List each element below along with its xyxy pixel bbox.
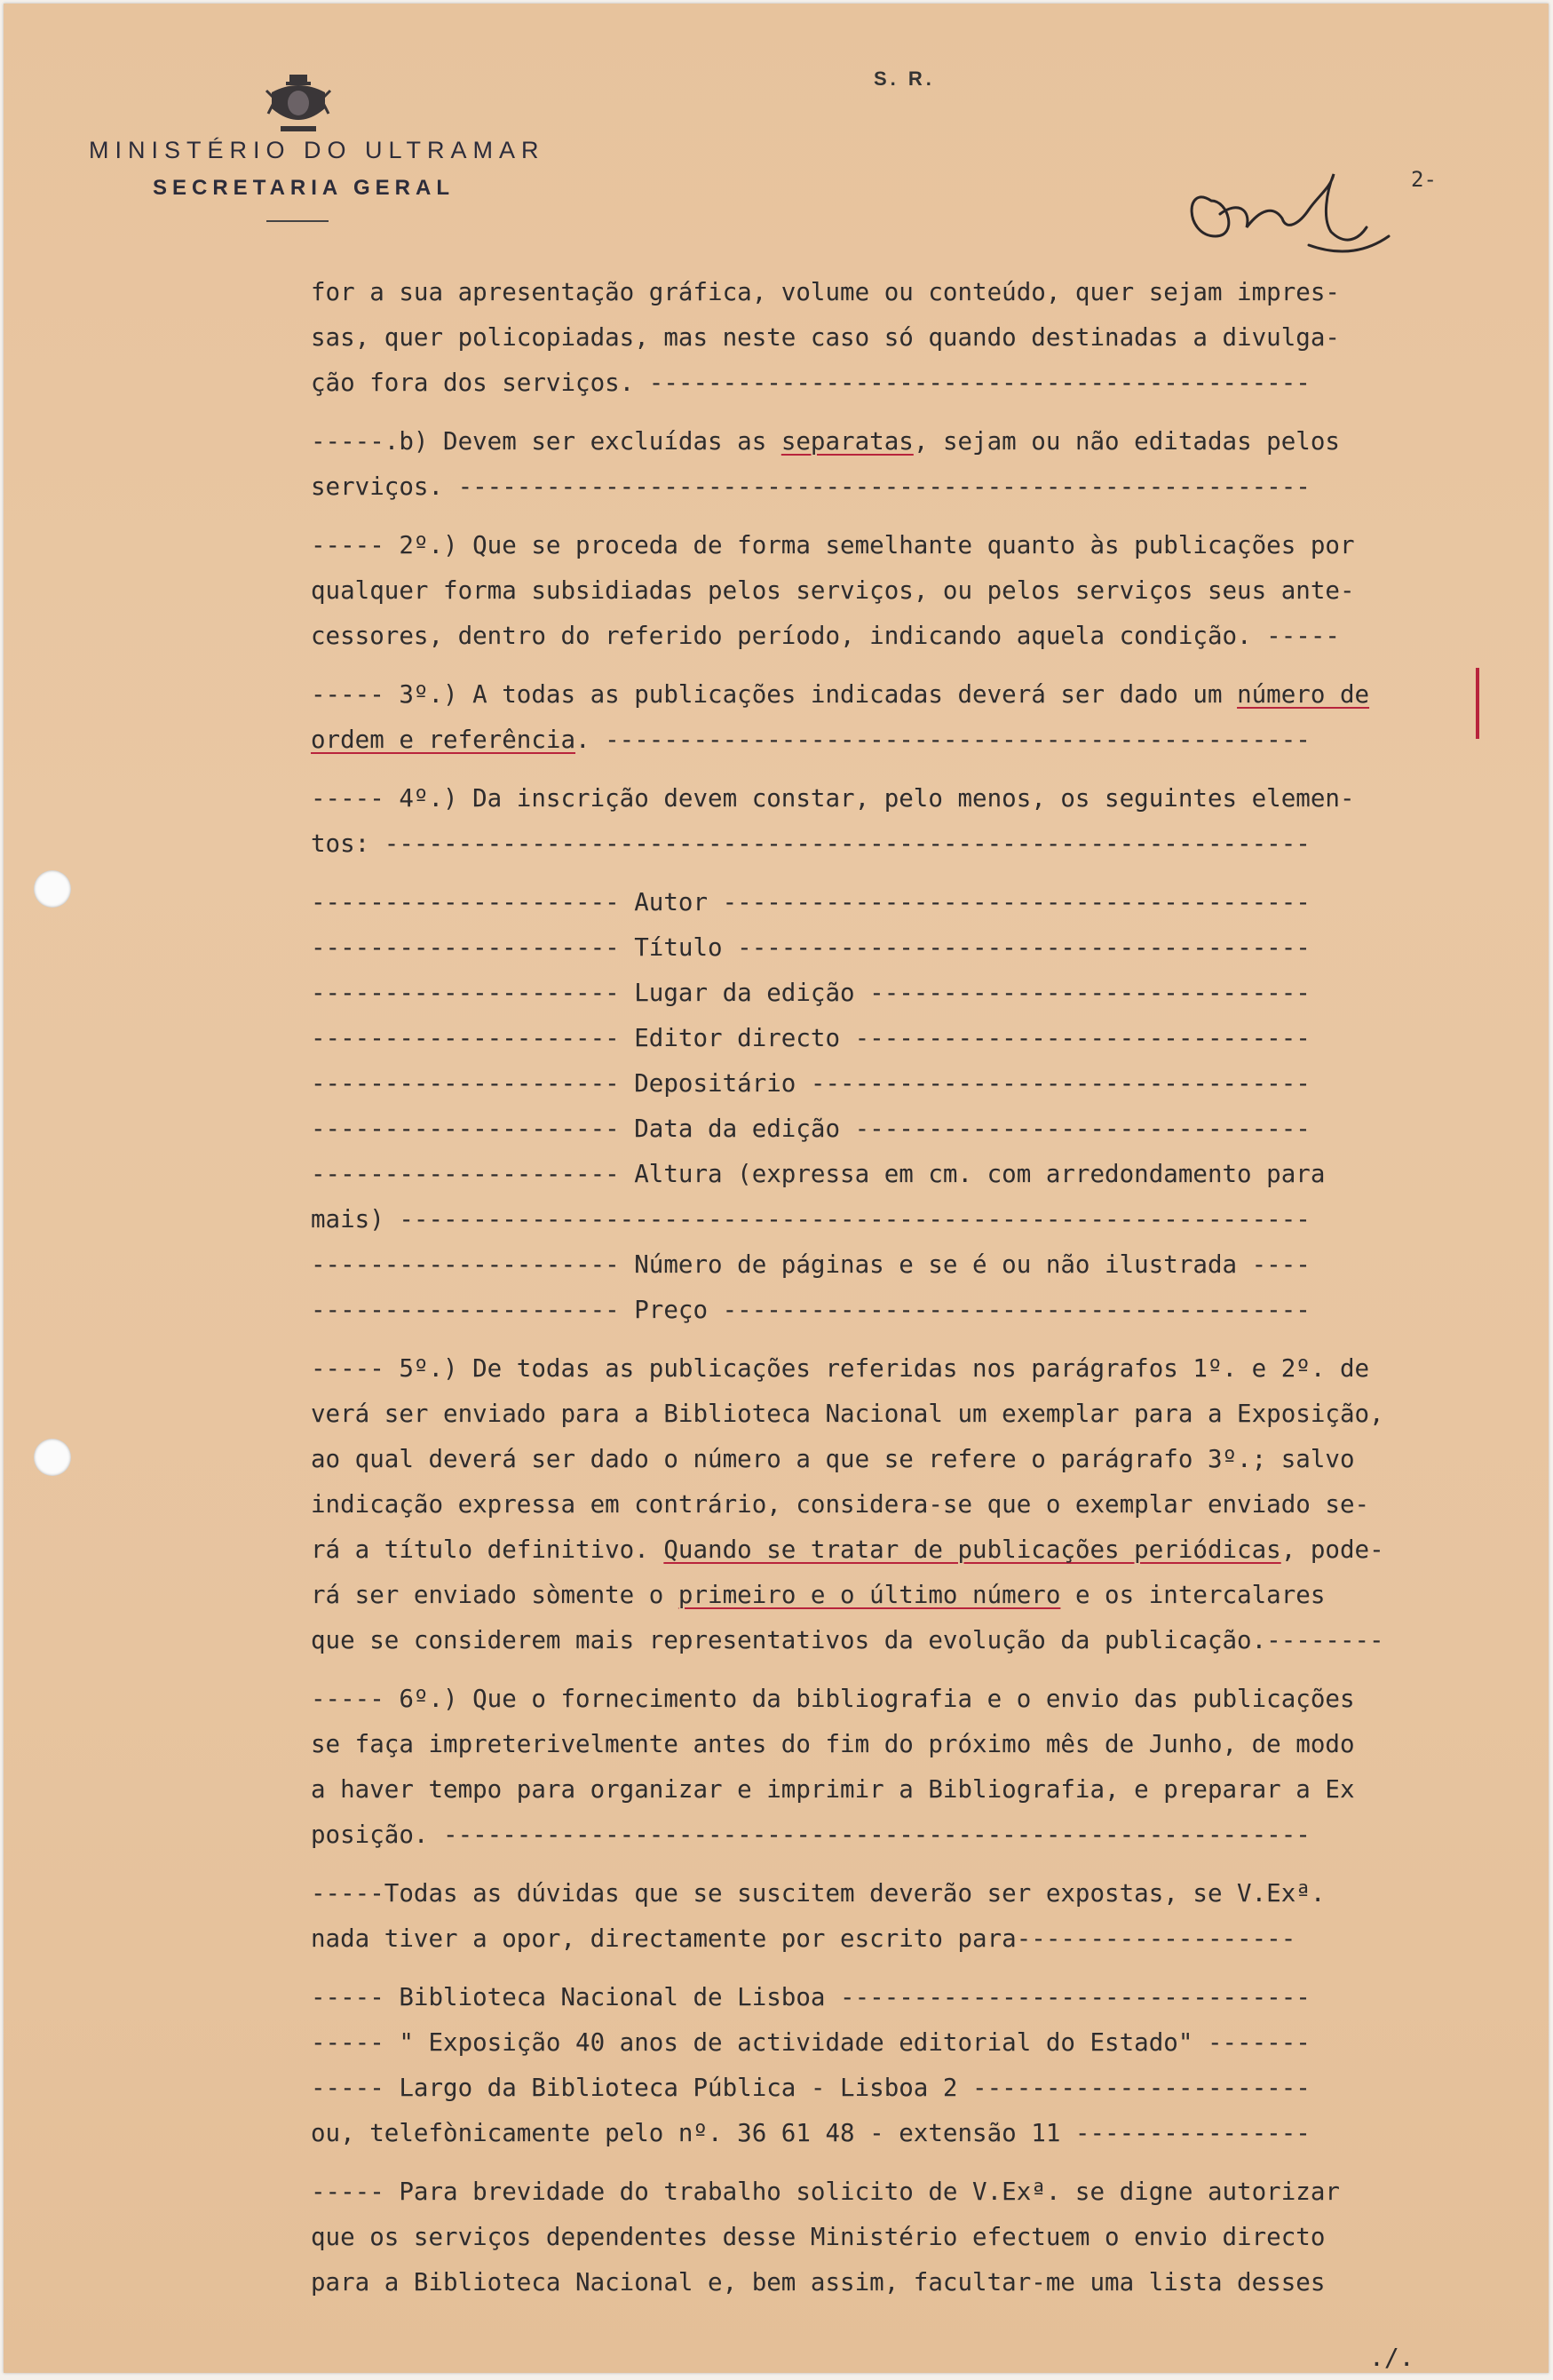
paragraph-gap bbox=[311, 1858, 1465, 1871]
text-line: -----.b) Devem ser excluídas as separatas, sejam ou não editadas pelos bbox=[311, 427, 1340, 456]
text-line: indicação expressa em contrário, considera-se que o exemplar enviado se- bbox=[311, 1490, 1370, 1519]
text-line: para a Biblioteca Nacional e, bem assim, facultar-me uma lista desses bbox=[311, 2268, 1326, 2297]
text-line: cessores, dentro do referido período, indicando aquela condição. ----- bbox=[311, 622, 1340, 650]
text-line: ----- 2º.) Que se proceda de forma semelhante quanto às publicações por bbox=[311, 531, 1355, 559]
text-line: que os serviços dependentes desse Ministério efectuem o envio directo bbox=[311, 2223, 1326, 2251]
paragraph-gap bbox=[311, 659, 1465, 672]
margin-mark bbox=[1476, 668, 1479, 739]
continuation-mark: ./. bbox=[1369, 2343, 1414, 2372]
text-line: --------------------- Data da edição ------------------------------- bbox=[311, 1115, 1311, 1143]
text-line: se faça impreterivelmente antes do fim do próximo mês de Junho, de modo bbox=[311, 1730, 1355, 1758]
text-line: ----- Largo da Biblioteca Pública - Lisboa 2 ----------------------- bbox=[311, 2074, 1311, 2102]
text-line: --------------------- Altura (expressa em cm. com arredondamento para bbox=[311, 1160, 1326, 1188]
text-line: ----- Biblioteca Nacional de Lisboa -------------------------------- bbox=[311, 1983, 1311, 2011]
text-line: rá ser enviado sòmente o primeiro e o último número e os intercalares bbox=[311, 1581, 1326, 1609]
header-rule bbox=[266, 220, 329, 222]
document-page bbox=[4, 4, 1549, 2373]
paragraph-gap bbox=[311, 2156, 1465, 2170]
text-line: ao qual deverá ser dado o número a que se refere o parágrafo 3º.; salvo bbox=[311, 1445, 1355, 1473]
text-line: que se considerem mais representativos da evolução da publicação.-------- bbox=[311, 1626, 1384, 1654]
text-line: --------------------- Autor ---------------------------------------- bbox=[311, 888, 1311, 916]
text-line: ----- Para brevidade do trabalho solicito de V.Exª. se digne autorizar bbox=[311, 2178, 1340, 2206]
text-line: verá ser enviado para a Biblioteca Nacional um exemplar para a Exposição, bbox=[311, 1400, 1384, 1428]
text-line: mais) -------------------------------------------------------------- bbox=[311, 1205, 1311, 1234]
classification-mark: S. R. bbox=[874, 67, 935, 90]
paragraph-gap bbox=[311, 763, 1465, 776]
text-line: rá a título definitivo. Quando se tratar de publicações periódicas, pode- bbox=[311, 1535, 1384, 1564]
text-line: nada tiver a opor, directamente por escrito para------------------- bbox=[311, 1924, 1296, 1953]
paragraph-gap bbox=[311, 510, 1465, 523]
letter-body bbox=[311, 270, 1465, 2305]
text-line: for a sua apresentação gráfica, volume ou conteúdo, quer sejam impres- bbox=[311, 278, 1340, 306]
text-line: serviços. ---------------------------------------------------------- bbox=[311, 472, 1311, 501]
text-line: ou, telefònicamente pelo nº. 36 61 48 - extensão 11 ---------------- bbox=[311, 2119, 1311, 2147]
department-name: SECRETARIA GERAL bbox=[153, 176, 456, 200]
text-line: --------------------- Editor directo ------------------------------- bbox=[311, 1024, 1311, 1052]
text-line: ção fora dos serviços. --------------------------------------------- bbox=[311, 369, 1311, 397]
text-line: ordem e referência. ------------------------------------------------ bbox=[311, 726, 1311, 754]
text-line: tos: --------------------------------------------------------------- bbox=[311, 829, 1311, 858]
text-line: -----Todas as dúvidas que se suscitem deverão ser expostas, se V.Exª. bbox=[311, 1879, 1326, 1908]
coat-of-arms-emblem bbox=[263, 73, 334, 137]
handwritten-signature bbox=[1176, 147, 1406, 263]
page-number: 2- bbox=[1411, 167, 1437, 192]
text-line: --------------------- Título --------------------------------------- bbox=[311, 933, 1311, 962]
paragraph-gap bbox=[311, 1962, 1465, 1975]
text-line: posição. ----------------------------------------------------------- bbox=[311, 1821, 1311, 1849]
ministry-name: MINISTÉRIO DO ULTRAMAR bbox=[89, 137, 545, 163]
text-line: ----- 3º.) A todas as publicações indicadas deverá ser dado um número de bbox=[311, 680, 1370, 709]
punch-hole-bottom bbox=[34, 1439, 71, 1476]
paragraph-gap bbox=[311, 1663, 1465, 1677]
text-line: a haver tempo para organizar e imprimir a Bibliografia, e preparar a Ex bbox=[311, 1775, 1355, 1804]
text-line: --------------------- Número de páginas e se é ou não ilustrada ---- bbox=[311, 1250, 1311, 1279]
text-line: ----- 6º.) Que o fornecimento da bibliografia e o envio das publicações bbox=[311, 1685, 1355, 1713]
paragraph-gap bbox=[311, 406, 1465, 419]
punch-hole-top bbox=[34, 870, 71, 908]
text-line: qualquer forma subsidiadas pelos serviços, ou pelos serviços seus ante- bbox=[311, 576, 1355, 605]
paragraph-gap bbox=[311, 867, 1465, 880]
text-line: --------------------- Preço ---------------------------------------- bbox=[311, 1296, 1311, 1324]
paragraph-gap bbox=[311, 1333, 1465, 1346]
text-line: --------------------- Lugar da edição ------------------------------ bbox=[311, 979, 1311, 1007]
text-line: ----- 5º.) De todas as publicações referidas nos parágrafos 1º. e 2º. de bbox=[311, 1354, 1370, 1383]
text-line: sas, quer policopiadas, mas neste caso só quando destinadas a divulga- bbox=[311, 323, 1340, 352]
text-line: ----- 4º.) Da inscrição devem constar, pelo menos, os seguintes elemen- bbox=[311, 784, 1355, 813]
text-line: ----- " Exposição 40 anos de actividade editorial do Estado" ------- bbox=[311, 2028, 1311, 2057]
text-line: --------------------- Depositário ---------------------------------- bbox=[311, 1069, 1311, 1098]
